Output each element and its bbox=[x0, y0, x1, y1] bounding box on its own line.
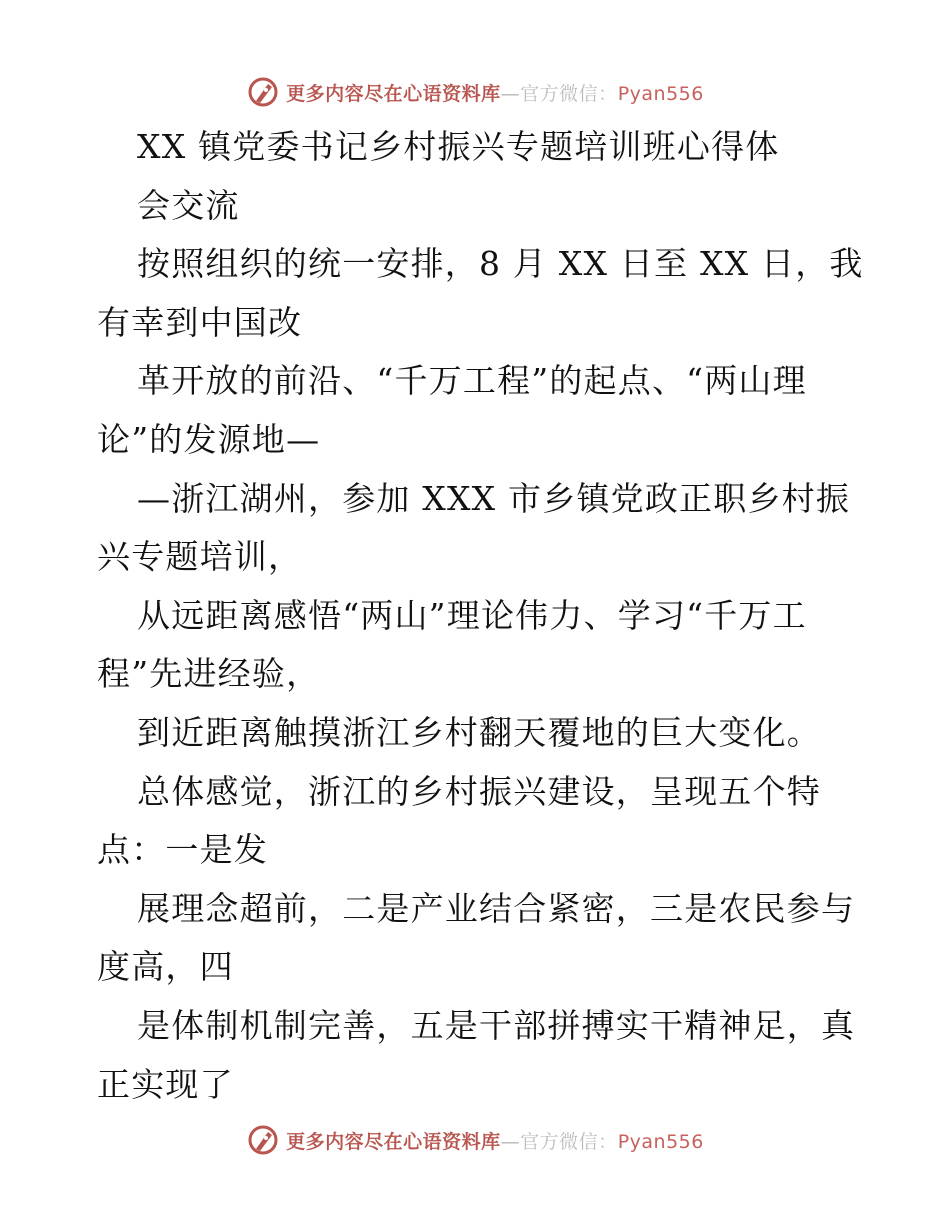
watermark-official-label: 官方微信： bbox=[520, 1130, 618, 1153]
document-line: 到近距离触摸浙江乡村翻天覆地的巨大变化。 bbox=[137, 712, 821, 752]
watermark-banner-top bbox=[0, 72, 950, 112]
document-line: 正实现了 bbox=[97, 1064, 234, 1104]
watermark-dash: — bbox=[500, 82, 521, 105]
document-body bbox=[97, 118, 864, 1114]
document-line: 会交流 bbox=[137, 185, 240, 225]
watermark-text bbox=[286, 1127, 704, 1154]
document-line: 按照组织的统一安排，8 月 XX 日至 XX 日，我 bbox=[137, 244, 864, 284]
document-line: 从远距离感悟“两山”理论伟力、学习“千万工 bbox=[137, 595, 807, 635]
watermark-official-label: 官方微信： bbox=[520, 82, 618, 105]
document-line: 论”的发源地— bbox=[97, 419, 321, 459]
watermark-main-text: 更多内容尽在心语资料库 bbox=[286, 82, 501, 105]
watermark-dash: — bbox=[500, 1130, 521, 1153]
document-line: 革开放的前沿、“千万工程”的起点、“两山理 bbox=[137, 361, 807, 401]
document-line: 程”先进经验， bbox=[97, 654, 321, 694]
watermark-handle: Pyan556 bbox=[617, 82, 704, 105]
document-line: 度高，四 bbox=[97, 947, 234, 987]
document-line: XX 镇党委书记乡村振兴专题培训班心得体 bbox=[137, 127, 780, 166]
document-line: 展理念超前，二是产业结合紧密，三是农民参与 bbox=[137, 888, 856, 928]
watermark-handle: Pyan556 bbox=[617, 1130, 704, 1153]
pen-nib-logo-icon bbox=[246, 75, 280, 109]
pen-nib-logo-icon bbox=[246, 1123, 280, 1157]
watermark-text bbox=[286, 79, 704, 106]
document-line: 是体制机制完善，五是干部拼搏实干精神足，真 bbox=[137, 1005, 856, 1045]
watermark-main-text: 更多内容尽在心语资料库 bbox=[286, 1130, 501, 1153]
document-line: 总体感觉，浙江的乡村振兴建设，呈现五个特 bbox=[137, 771, 821, 811]
document-line: 有幸到中国改 bbox=[97, 302, 303, 342]
document-line: 点：一是发 bbox=[97, 830, 268, 870]
document-line: —浙江湖州，参加 XXX 市乡镇党政正职乡村振 bbox=[137, 478, 851, 518]
watermark-banner-bottom bbox=[0, 1120, 950, 1160]
document-line: 兴专题培训， bbox=[97, 537, 303, 577]
